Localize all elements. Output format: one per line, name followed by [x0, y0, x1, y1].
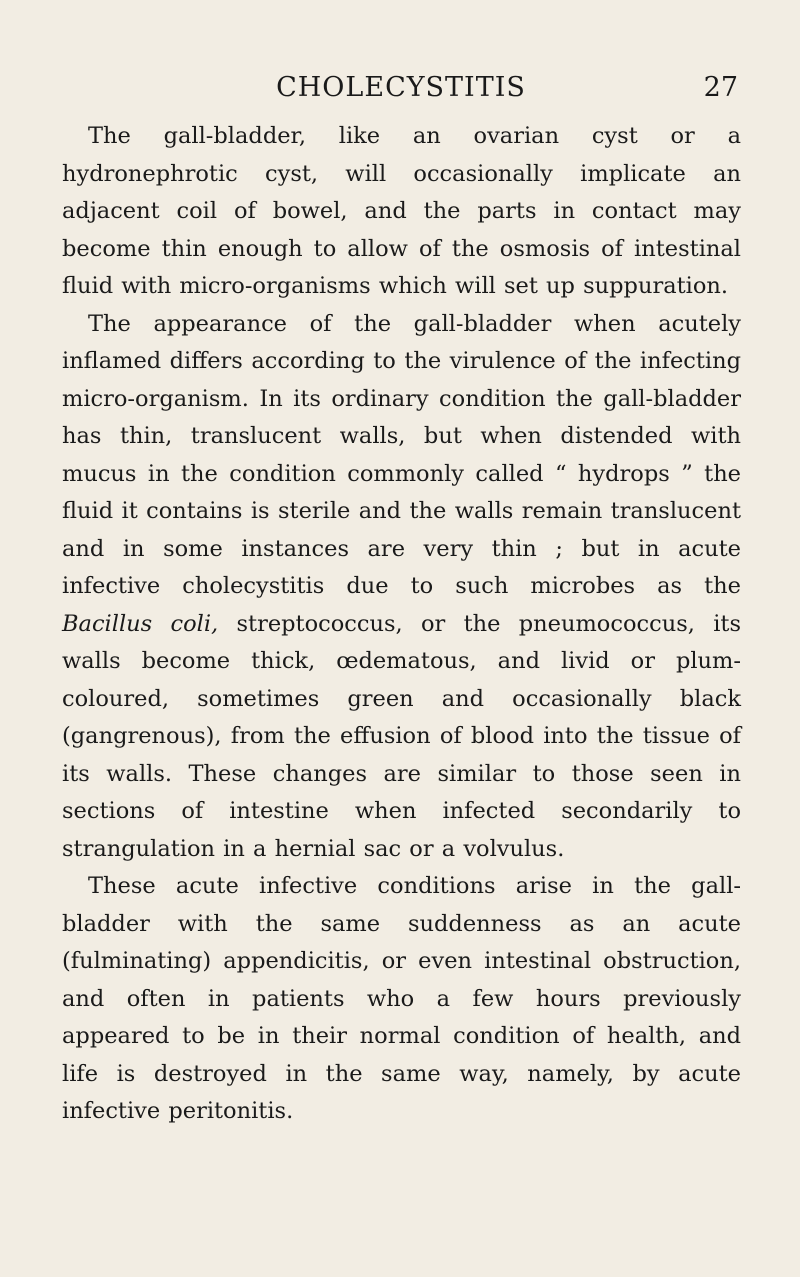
- paragraph-3: These acute infective conditions arise in the gall-bladder with the same suddenness as an acute (fulminating) appendicitis, or even intestinal obstruction, and often in patients who a few hours previously appeared to be in their normal condition of health, and life is destroyed in the same way, namely, by acute infective peritonitis.: [62, 873, 741, 1124]
- italic-term: Bacillus coli,: [62, 610, 219, 637]
- paragraph-2-start: The appearance of the gall-bladder when acutely inflamed differs according to the virulence of the infecting micro-organism. In its ordinary condition the gall-bladder has thin, translucent walls, but when distended with mucus in the condition commonly called “ hydrops ” the fluid it contains is sterile and the walls remain translucent and in some instances are very thin ; but in acute infective cholecystitis due to such microbes as the: [62, 310, 741, 599]
- paragraph-2-end: streptococcus, or the pneumococcus, its walls become thick, œdematous, and livid or plum-coloured, sometimes green and occasionally black (gangrenous), from the effusion of blood into the tissue of its walls. These changes are similar to those seen in sections of intestine when infected secondarily to strangulation in a hernial sac or a volvulus.: [62, 610, 741, 862]
- page-number: 27: [703, 72, 738, 103]
- paragraph-1: The gall-bladder, like an ovarian cyst or a hydronephrotic cyst, will occasionally implicate an adjacent coil of bowel, and the parts in contact may become thin enough to allow of the osmosis of intestinal fluid with micro-organisms which will set up suppuration.: [62, 123, 741, 299]
- page-header: [62, 0, 740, 120]
- body-text: [62, 118, 741, 1131]
- running-title: CHOLECYSTITIS: [276, 72, 526, 103]
- paragraph-2: [62, 306, 741, 869]
